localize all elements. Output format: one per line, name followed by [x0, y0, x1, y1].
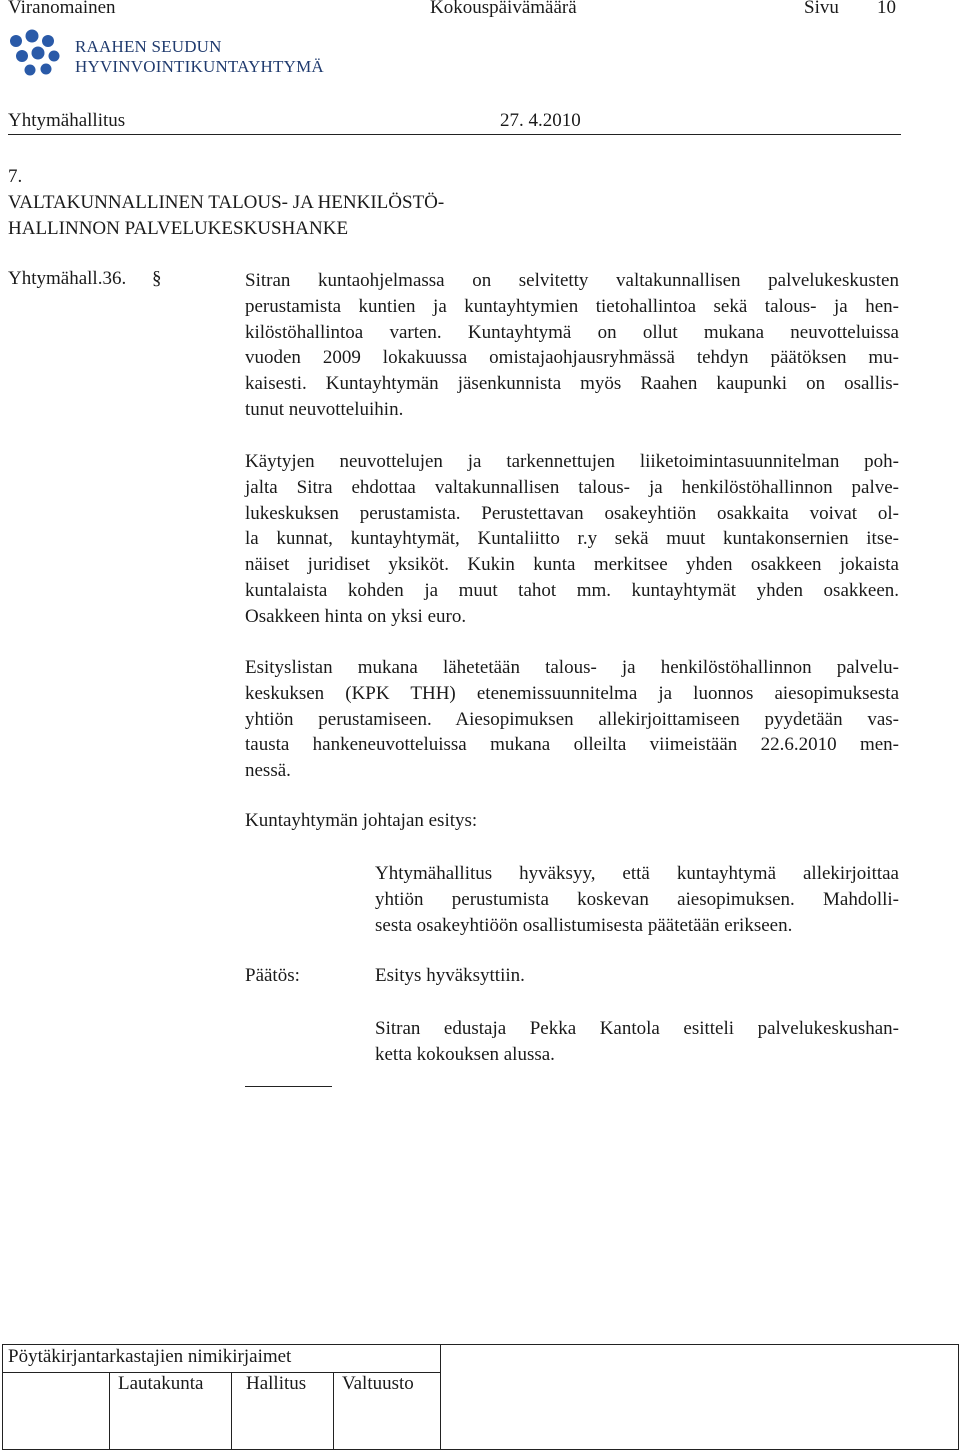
text-line: ketta kokouksen alussa. [375, 1043, 555, 1065]
text-line: yhtiön perustumista koskevan aiesopimuksen. Mahdolli- [375, 888, 899, 910]
text-line: sesta osakeyhtiöön osallistumisesta päätetään erikseen. [375, 914, 793, 936]
text-line: keskuksen (KPK THH) etenemissuunnitelma ja luonnos aiesopimuksesta [245, 682, 899, 704]
footer-initials-label: Pöytäkirjantarkastajien nimikirjaimet [8, 1346, 292, 1367]
proposal-label: Kuntayhtymän johtajan esitys: [245, 810, 478, 831]
footer-col-divider-1 [109, 1372, 110, 1450]
item-title-line2: HALLINNON PALVELUKESKUSHANKE [8, 218, 349, 239]
footer-col-hallitus: Hallitus [246, 1373, 307, 1394]
footer-col-valtuusto: Valtuusto [342, 1373, 414, 1394]
organization-name-line1: RAAHEN SEUDUN [75, 37, 222, 56]
organization-name [75, 37, 324, 77]
paragraph-background [245, 268, 899, 423]
meeting-date-label: Kokouspäivämäärä [430, 0, 577, 18]
item-title-line1: VALTAKUNNALLINEN TALOUS- JA HENKILÖSTÖ- [8, 192, 445, 213]
text-line: kilöstöhallintoa varten. Kuntayhtymä on ollut mukana neuvotteluissa [245, 321, 899, 343]
page-number: 10 [877, 0, 896, 18]
item-title-block [8, 164, 444, 242]
footer-col-lautakunta: Lautakunta [118, 1373, 204, 1394]
paragraph-proposal-details [245, 449, 899, 630]
body-name: Yhtymähallitus [8, 110, 126, 131]
footer-rule-bottom [2, 1449, 959, 1450]
text-line: tunut neuvotteluihin. [245, 398, 404, 420]
organization-logo-icon [8, 29, 64, 77]
authority-label: Viranomainen [8, 0, 116, 18]
page-label: Sivu [804, 0, 839, 18]
text-line: kuntalaista kohden ja muut tahot mm. kuntayhtymät yhden osakkeen. [245, 579, 899, 601]
section-reference: Yhtymähall.36. [8, 268, 127, 289]
footer-col-divider-2 [231, 1372, 232, 1450]
text-line: yhtiön perustamiseen. Aiesopimuksen allekirjoittamiseen pyydetään vas- [245, 708, 899, 730]
footer-initials-table [2, 1344, 959, 1450]
text-line: Osakkeen hinta on yksi euro. [245, 605, 467, 627]
text-line: näiset juridiset yksiköt. Kukin kunta merkitsee yhden osakkeen jokaista [245, 554, 899, 576]
text-line: Esityslistan mukana lähetetään talous- ja henkilöstöhallinnon palvelu- [245, 657, 899, 678]
text-line: vuoden 2009 lokakuussa omistajaohjausryhmässä tehdyn päätöksen mu- [245, 347, 899, 369]
meeting-date: 27. 4.2010 [500, 110, 581, 131]
text-line: kaisesti. Kuntayhtymän jäsenkunnista myös Raahen kaupunki on osallis- [245, 373, 899, 395]
text-line: lukeskuksen perustamista. Perustettavan osakeyhtiön osakkaita voivat ol- [245, 502, 899, 524]
header-divider [8, 134, 901, 135]
organization-name-line2: HYVINVOINTIKUNTAYHTYMÄ [75, 57, 324, 76]
footer-rule-top [2, 1344, 959, 1345]
text-line: jalta Sitra ehdottaa valtakunnallisen talous- ja henkilöstöhallinnon palve- [245, 476, 899, 498]
proposal-text [375, 861, 899, 938]
footer-col-divider-3 [333, 1372, 334, 1450]
note-text [375, 1016, 899, 1068]
item-number: 7. [8, 166, 23, 187]
text-line: Sitran edustaja Pekka Kantola esitteli palvelukeskushan- [375, 1018, 899, 1039]
section-mark: § [152, 268, 162, 289]
decision-label: Päätös: [245, 965, 300, 986]
text-line: Yhtymähallitus hyväksyy, että kuntayhtymä allekirjoittaa [375, 863, 899, 884]
footer-rule-right [958, 1344, 959, 1450]
text-line: la kunnat, kuntayhtymät, Kuntaliitto r.y sekä muut kuntakonsernien itse- [245, 528, 899, 550]
paragraph-attachments [245, 655, 899, 784]
text-line: Sitran kuntaohjelmassa on selvitetty valtakunnallisen palvelukeskusten [245, 270, 899, 291]
text-line: Käytyjen neuvottelujen ja tarkennettujen liiketoimintasuunnitelman poh- [245, 451, 899, 472]
footer-col-divider-4 [440, 1344, 441, 1450]
decision-text: Esitys hyväksyttiin. [375, 965, 525, 986]
end-divider [245, 1086, 332, 1087]
text-line: nessä. [245, 760, 291, 782]
text-line: tausta hankeneuvotteluissa mukana olleilta viimeistään 22.6.2010 men- [245, 734, 899, 756]
text-line: perustamista kuntien ja kuntayhtymien tietohallintoa sekä talous- ja hen- [245, 295, 899, 317]
footer-rule-left [2, 1344, 3, 1450]
